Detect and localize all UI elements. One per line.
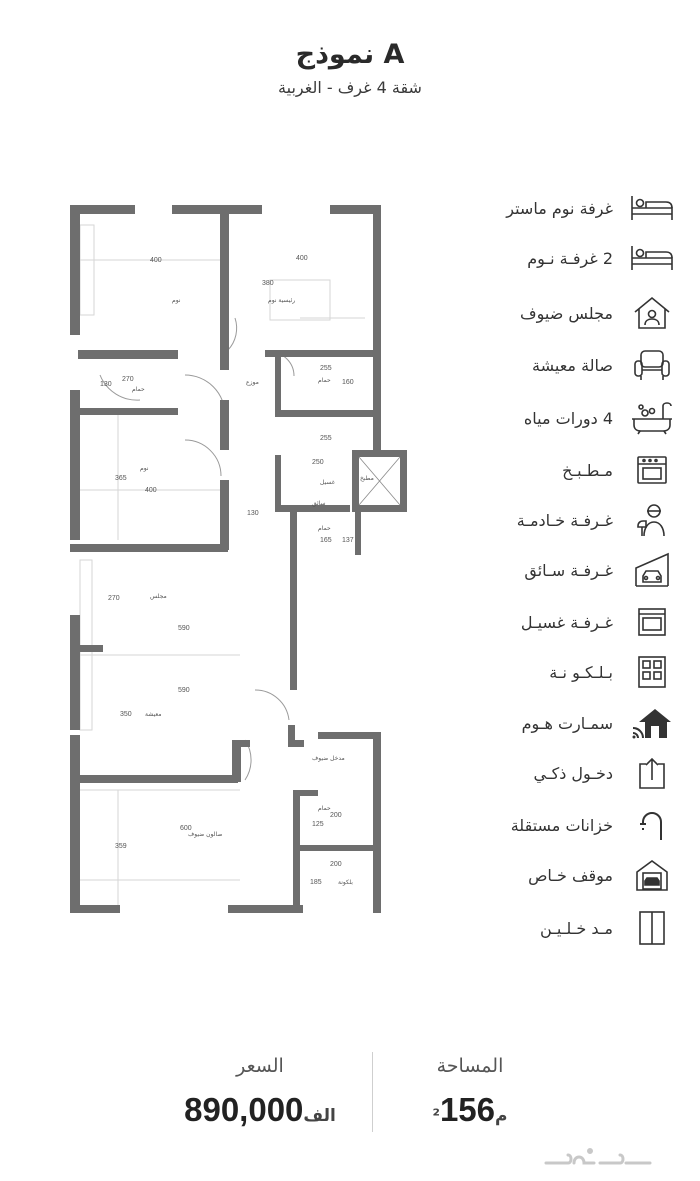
dim-label: 359 [115,843,127,850]
feature-item [511,807,675,843]
feature-item [524,552,675,588]
smart-home-icon [629,705,675,741]
dim-label: 200 [330,812,342,819]
room-name: حمام [318,805,331,812]
page-subtitle: شقة 4 غرف - الغربية [278,78,422,97]
room-name: حمام [132,386,145,393]
area-value: م²156 [432,1091,508,1128]
washing-machine-icon [629,604,675,640]
dim-label: 590 [178,625,190,632]
dim-label: 130 [247,510,259,517]
feature-label: خزانات مستقلة [510,815,613,835]
feature-label: صالة معيشة [532,355,613,375]
smart-entry-icon [629,755,675,791]
door-icon [629,910,675,946]
feature-item [562,452,675,488]
room-name: صالون ضيوف [188,831,223,838]
area-unit: م² [432,1106,508,1126]
dim-label: 137 [342,537,354,544]
dim-label: 400 [150,257,162,264]
feature-label: غـرفـة غسيـل [520,612,613,632]
dim-label: 600 [180,825,192,832]
feature-label: موقف خـاص [528,865,613,885]
parking-icon [629,857,675,893]
dim-label: 250 [312,459,324,466]
feature-item [506,190,675,226]
dim-label: 270 [108,595,120,602]
garage-car-icon [629,552,675,588]
dim-label: 165 [320,537,332,544]
feature-item [521,604,675,640]
dim-label: 255 [320,365,332,372]
dim-label: 590 [178,687,190,694]
room-name: بلكونة [338,879,353,886]
room-name: غسيل [320,479,335,486]
feature-item [520,295,675,331]
window-icon [629,654,675,690]
feature-label: مجلس ضيوف [520,303,613,323]
feature-label: غـرفـة سـائق [524,560,613,580]
dim-label: 130 [100,381,112,388]
page-title: نموذج A [295,39,405,70]
dim-label: 125 [312,821,324,828]
dim-label: 270 [122,376,134,383]
dim-label: 255 [320,435,332,442]
feature-item [522,705,675,741]
room-name: رئيسية نوم [268,297,296,304]
feature-label: مـطـبـخ [562,460,613,480]
dim-label: 185 [310,879,322,886]
bed-icon [629,240,675,276]
dim-label: 400 [296,255,308,262]
room-name: سائق [312,500,326,507]
dim-label: 400 [145,487,157,494]
room-name: حمام [318,525,331,532]
room-name: مطبخ [360,475,374,482]
room-name: حمام [318,377,331,384]
price-unit: الف [303,1106,336,1126]
dim-label: 160 [342,379,354,386]
room-name: معيشة [145,711,162,718]
armchair-icon [629,347,675,383]
feature-item [540,910,675,946]
feature-item [528,857,675,893]
feature-label: بـلـكـو نـة [549,662,613,682]
bed-icon [629,190,675,226]
feature-label: 2 غرفـة نـوم [527,248,613,268]
dim-label: 380 [262,280,274,287]
room-name: مدخل ضيوف [312,755,345,762]
room-name: موزع [246,379,259,386]
feature-label: غرفة نوم ماستر [506,198,613,218]
feature-item [524,400,675,436]
feature-label: مـد خـلـيـن [540,918,613,938]
price-label: السعر [236,1055,284,1077]
room-name: مجلس [150,593,167,600]
feature-item [532,347,675,383]
room-name: نوم [172,297,181,304]
feature-label: دخـول ذكـي [533,763,613,783]
feature-label: 4 دورات مياه [523,408,613,428]
price-value: الف890,000 [184,1091,336,1128]
feature-item [549,654,675,690]
guest-house-icon [629,295,675,331]
maid-icon [629,502,675,538]
room-name: نوم [140,465,149,472]
dim-label: 350 [120,711,132,718]
oven-icon [629,452,675,488]
area-stat [405,1055,535,1129]
haraj-watermark-logo [540,1145,660,1171]
area-label: المساحة [436,1055,504,1077]
feature-item [534,755,675,791]
price-stat [165,1055,355,1129]
water-tap-icon [629,807,675,843]
dim-label: 200 [330,861,342,868]
feature-label: غـرفـة خـادمـة [516,510,613,530]
feature-item [527,240,675,276]
feature-label: سمـارت هـوم [521,713,613,733]
feature-item [517,502,675,538]
bathtub-icon [629,400,675,436]
dim-label: 365 [115,475,127,482]
stats-divider [372,1052,373,1132]
